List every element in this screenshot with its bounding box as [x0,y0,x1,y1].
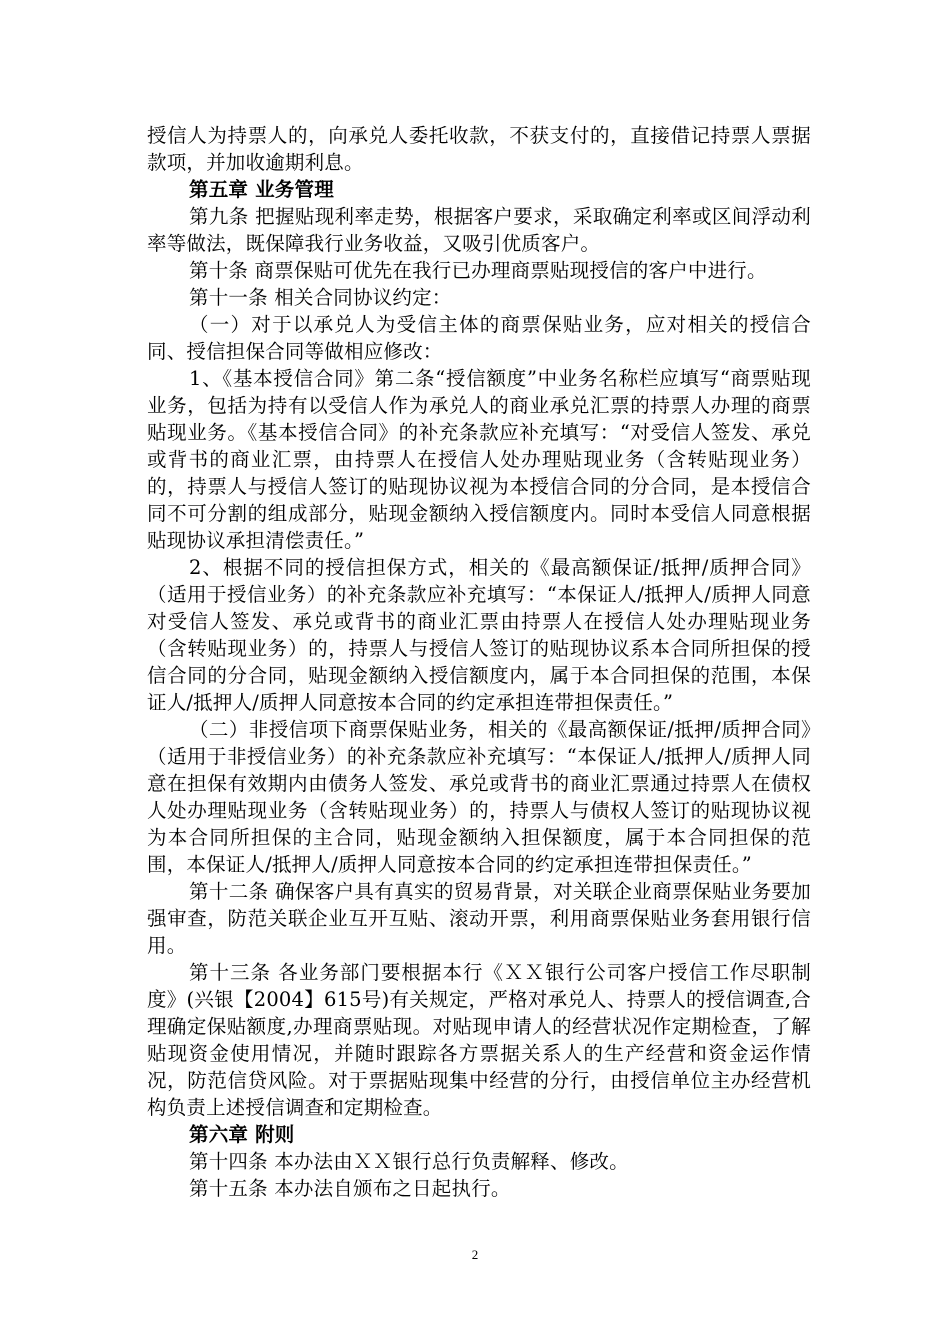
article-10: 第十条 商票保贴可优先在我行已办理商票贴现授信的客户中进行。 [189,259,767,282]
chapter-heading-5: 第五章 业务管理 [189,178,334,201]
page-number: 2 [471,1247,479,1262]
body-text [147,122,811,1202]
chapter-heading-6: 第六章 附则 [189,1123,295,1146]
article-15: 第十五条 本办法自颁布之日起执行。 [189,1177,511,1200]
article-11-item-2: （二）非授信项下商票保贴业务，相关的《最高额保证/抵押/质押合同》（适用于非授信业务）的补充条款应补充填写：“本保证人/抵押人/质押人同意在担保有效期内由债务人签发、承兑或背书的商业汇票通过持票人在债权人处办理贴现业务（含转贴现业务）的，持票人与债权人签订的贴现协议视为本合同所担保的主合同，贴现金额纳入担保额度，属于本合同担保的范围，本保证人/抵押人/质押人同意按本合同的约定承担连带担保责任。” [147,718,811,876]
article-11-item-1: （一）对于以承兑人为受信主体的商票保贴业务，应对相关的授信合同、授信担保合同等做相应修改： [147,313,811,363]
article-11-item-1-sub-2: 2、根据不同的授信担保方式，相关的《最高额保证/抵押/质押合同》（适用于授信业务）的补充条款应补充填写：“本保证人/抵押人/质押人同意对受信人签发、承兑或背书的商业汇票由持票人在授信人处办理贴现业务（含转贴现业务）的，持票人与授信人签订的贴现协议系本合同所担保的授信合同的分合同，贴现金额纳入授信额度内，属于本合同担保的范围，本保证人/抵押人/质押人同意按本合同的约定承担连带担保责任。” [147,556,811,714]
paragraph-continuation: 授信人为持票人的，向承兑人委托收款，不获支付的，直接借记持票人票据款项，并加收逾期利息。 [147,124,811,174]
article-9: 第九条 把握贴现利率走势，根据客户要求，采取确定利率或区间浮动利率等做法，既保障我行业务收益，又吸引优质客户。 [147,205,811,255]
article-12: 第十二条 确保客户具有真实的贸易背景，对关联企业商票保贴业务要加强审查，防范关联企业互开互贴、滚动开票，利用商票保贴业务套用银行信用。 [147,880,811,957]
article-13: 第十三条 各业务部门要根据本行《ＸＸ银行公司客户授信工作尽职制度》(兴银【2004】615号)有关规定，严格对承兑人、持票人的授信调查,合理确定保贴额度,办理商票贴现。对贴现申请人的经营状况作定期检查，了解贴现资金使用情况，并随时跟踪各方票据关系人的生产经营和资金运作情况，防范信贷风险。对于票据贴现集中经营的分行，由授信单位主办经营机构负责上述授信调查和定期检查。 [147,961,811,1119]
article-14: 第十四条 本办法由ＸＸ银行总行负责解释、修改。 [189,1150,629,1173]
article-11: 第十一条 相关合同协议约定： [189,286,452,309]
article-11-item-1-sub-1: 1、《基本授信合同》第二条“授信额度”中业务名称栏应填写“商票贴现业务，包括为持有以受信人作为承兑人的商业承兑汇票的持票人办理的商票贴现业务。《基本授信合同》的补充条款应补充填写：“对受信人签发、承兑或背书的商业汇票，由持票人在授信人处办理贴现业务（含转贴现业务）的，持票人与授信人签订的贴现协议视为本授信合同的分合同，是本授信合同不可分割的组成部分，贴现金额纳入授信额度内。同时本受信人同意根据贴现协议承担清偿责任。” [147,367,811,552]
